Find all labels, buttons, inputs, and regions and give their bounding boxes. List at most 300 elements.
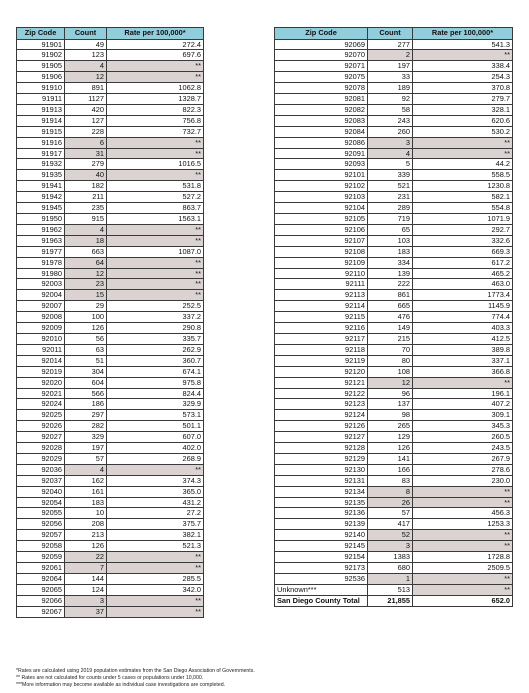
table-row [275, 192, 513, 203]
count-cell: 7 [65, 563, 107, 574]
footnote-unknown: ***More information may become available as individual case investigations are completed. [16, 682, 226, 689]
zip-code-cell: 91917 [17, 148, 65, 159]
count-cell: 126 [368, 443, 413, 454]
rate-cell: 329.9 [107, 399, 204, 410]
zip-code-cell: 91978 [17, 257, 65, 268]
zip-code-cell: 92019 [17, 366, 65, 377]
table-row [275, 115, 513, 126]
count-cell: 149 [368, 323, 413, 334]
count-cell: 2 [368, 50, 413, 61]
rate-cell: ** [413, 486, 513, 497]
count-cell: 51 [65, 355, 107, 366]
table-row [275, 170, 513, 181]
unknown-rate: ** [413, 584, 513, 595]
table-row [275, 399, 513, 410]
zip-code-cell: 92025 [17, 410, 65, 421]
table-row [17, 50, 204, 61]
table-row [17, 279, 204, 290]
table-row [275, 519, 513, 530]
table-row [17, 377, 204, 388]
zip-code-cell: 91963 [17, 235, 65, 246]
zip-code-cell: 92028 [17, 443, 65, 454]
table-row [17, 453, 204, 464]
table-row [275, 126, 513, 137]
rate-cell: 44.2 [413, 159, 513, 170]
count-cell: 26 [368, 497, 413, 508]
rate-cell: 582.1 [413, 192, 513, 203]
table-row [275, 355, 513, 366]
zip-header: Zip Code [275, 28, 368, 40]
table-row [275, 464, 513, 475]
zip-code-cell: 92140 [275, 530, 368, 541]
table-row [275, 203, 513, 214]
zip-code-cell: 92024 [17, 399, 65, 410]
rate-cell: 370.8 [413, 83, 513, 94]
table-row [275, 530, 513, 541]
zip-table-left-body [17, 39, 204, 617]
table-row [17, 606, 204, 617]
table-row [17, 126, 204, 137]
rate-cell: 756.8 [107, 115, 204, 126]
count-cell: 183 [368, 246, 413, 257]
table-row [17, 72, 204, 83]
rate-cell: 558.5 [413, 170, 513, 181]
zip-code-cell: 92107 [275, 235, 368, 246]
table-row [275, 104, 513, 115]
table-row [17, 148, 204, 159]
table-row [17, 410, 204, 421]
count-cell: 23 [65, 279, 107, 290]
rate-cell: 431.2 [107, 497, 204, 508]
zip-code-cell: 92103 [275, 192, 368, 203]
zip-code-cell: 91916 [17, 137, 65, 148]
zip-code-cell: 91962 [17, 224, 65, 235]
table-row [17, 486, 204, 497]
zip-code-cell: 92061 [17, 563, 65, 574]
rate-cell: ** [413, 530, 513, 541]
zip-code-cell: 92102 [275, 181, 368, 192]
count-cell: 92 [368, 94, 413, 105]
rate-cell: ** [107, 268, 204, 279]
count-cell: 861 [368, 290, 413, 301]
count-cell: 304 [65, 366, 107, 377]
zip-code-cell: 91902 [17, 50, 65, 61]
count-cell: 22 [65, 552, 107, 563]
rate-cell: 260.5 [413, 432, 513, 443]
rate-cell: 527.2 [107, 192, 204, 203]
table-row [275, 50, 513, 61]
zip-code-cell: 91950 [17, 214, 65, 225]
count-cell: 100 [65, 312, 107, 323]
rate-cell: ** [107, 606, 204, 617]
zip-code-cell: 92114 [275, 301, 368, 312]
table-row [17, 563, 204, 574]
table-row [17, 137, 204, 148]
table-row [275, 301, 513, 312]
table-row [17, 104, 204, 115]
rate-cell: 366.8 [413, 366, 513, 377]
zip-code-cell: 92008 [17, 312, 65, 323]
rate-cell: 1253.3 [413, 519, 513, 530]
zip-code-cell: 92036 [17, 464, 65, 475]
zip-code-cell: 92111 [275, 279, 368, 290]
rate-cell: 243.5 [413, 443, 513, 454]
zip-code-cell: 92059 [17, 552, 65, 563]
zip-code-cell: 91942 [17, 192, 65, 203]
zip-code-cell: 92104 [275, 203, 368, 214]
count-cell: 197 [65, 443, 107, 454]
table-row [17, 475, 204, 486]
table-row [275, 159, 513, 170]
footnote-rates: *Rates are calculated using 2019 population estimates from the San Diego Association of Governments. [16, 668, 255, 674]
table-row [17, 344, 204, 355]
count-cell: 208 [65, 519, 107, 530]
table-row [17, 246, 204, 257]
count-cell: 12 [368, 377, 413, 388]
zip-header: Zip Code [17, 28, 65, 40]
count-cell: 228 [65, 126, 107, 137]
zip-code-cell: 92069 [275, 39, 368, 50]
rate-cell: ** [107, 170, 204, 181]
rate-cell: 337.2 [107, 312, 204, 323]
count-cell: 4 [65, 61, 107, 72]
rate-cell: 1062.8 [107, 83, 204, 94]
table-row [17, 94, 204, 105]
zip-code-cell: 92130 [275, 464, 368, 475]
count-cell: 665 [368, 301, 413, 312]
rate-cell: 365.0 [107, 486, 204, 497]
count-cell: 144 [65, 573, 107, 584]
count-cell: 282 [65, 421, 107, 432]
count-cell: 5 [368, 159, 413, 170]
rate-cell: ** [107, 235, 204, 246]
count-cell: 197 [368, 61, 413, 72]
zip-code-cell: 92003 [17, 279, 65, 290]
rate-cell: 541.3 [413, 39, 513, 50]
rate-cell: 374.3 [107, 475, 204, 486]
rate-cell: 620.6 [413, 115, 513, 126]
count-cell: 123 [65, 50, 107, 61]
count-cell: 58 [368, 104, 413, 115]
count-cell: 65 [368, 224, 413, 235]
count-cell: 63 [65, 344, 107, 355]
count-cell: 334 [368, 257, 413, 268]
zip-code-cell: 92004 [17, 290, 65, 301]
table-row [17, 39, 204, 50]
rate-cell: 1230.8 [413, 181, 513, 192]
rate-cell: 285.5 [107, 573, 204, 584]
zip-table-left [16, 27, 204, 618]
table-row [17, 519, 204, 530]
zip-code-cell: 92081 [275, 94, 368, 105]
count-cell: 8 [368, 486, 413, 497]
rate-cell: 290.8 [107, 323, 204, 334]
table-row [275, 486, 513, 497]
rate-cell: ** [107, 290, 204, 301]
table-row [275, 344, 513, 355]
rate-cell: 1328.7 [107, 94, 204, 105]
table-row [275, 497, 513, 508]
rate-cell: 975.8 [107, 377, 204, 388]
table-row [275, 214, 513, 225]
zip-code-cell: 92110 [275, 268, 368, 279]
rate-cell: 732.7 [107, 126, 204, 137]
rate-cell: ** [413, 50, 513, 61]
rate-cell: 463.0 [413, 279, 513, 290]
count-cell: 96 [368, 388, 413, 399]
rate-cell: 501.1 [107, 421, 204, 432]
count-header: Count [65, 28, 107, 40]
rate-cell: ** [107, 563, 204, 574]
zip-code-cell: 92126 [275, 421, 368, 432]
zip-code-cell: 92101 [275, 170, 368, 181]
table-row [17, 366, 204, 377]
rate-cell: 607.0 [107, 432, 204, 443]
unknown-count: 513 [368, 584, 413, 595]
count-cell: 127 [65, 115, 107, 126]
count-cell: 3 [65, 595, 107, 606]
rate-cell: 774.4 [413, 312, 513, 323]
zip-code-cell: 91977 [17, 246, 65, 257]
rate-cell: 262.9 [107, 344, 204, 355]
table-row [17, 552, 204, 563]
table-row [275, 573, 513, 584]
zip-code-cell: 92120 [275, 366, 368, 377]
zip-code-cell: 92117 [275, 333, 368, 344]
count-cell: 10 [65, 508, 107, 519]
table-row [17, 192, 204, 203]
rate-cell: 252.5 [107, 301, 204, 312]
count-cell: 1383 [368, 552, 413, 563]
footnote-suppression: ** Rates are not calculated for counts under 5 cases or populations under 10,000. [16, 675, 204, 682]
count-cell: 57 [368, 508, 413, 519]
table-row [17, 541, 204, 552]
count-cell: 265 [368, 421, 413, 432]
rate-cell: 338.4 [413, 61, 513, 72]
zip-code-cell: 92040 [17, 486, 65, 497]
rate-cell: ** [413, 541, 513, 552]
table-row [17, 170, 204, 181]
count-cell: 289 [368, 203, 413, 214]
rate-cell: ** [107, 552, 204, 563]
count-cell: 4 [368, 148, 413, 159]
zip-code-cell: 92173 [275, 563, 368, 574]
zip-code-cell: 91914 [17, 115, 65, 126]
rate-cell: 267.9 [413, 453, 513, 464]
table-row [275, 508, 513, 519]
table-row [17, 421, 204, 432]
table-row [275, 181, 513, 192]
rate-cell: 456.3 [413, 508, 513, 519]
rate-cell: 412.5 [413, 333, 513, 344]
count-cell: 663 [65, 246, 107, 257]
table-row [17, 61, 204, 72]
table-row [17, 432, 204, 443]
zip-code-cell: 92011 [17, 344, 65, 355]
zip-code-cell: 92109 [275, 257, 368, 268]
table-row [17, 268, 204, 279]
zip-code-cell: 92139 [275, 519, 368, 530]
rate-cell: 824.4 [107, 388, 204, 399]
table-row [275, 443, 513, 454]
zip-code-cell: 92119 [275, 355, 368, 366]
count-cell: 126 [65, 323, 107, 334]
footnotes [16, 668, 516, 690]
zip-code-cell: 92128 [275, 443, 368, 454]
table-row [275, 94, 513, 105]
table-row [17, 388, 204, 399]
zip-code-cell: 92021 [17, 388, 65, 399]
rate-cell: 822.3 [107, 104, 204, 115]
count-cell: 231 [368, 192, 413, 203]
table-row [275, 388, 513, 399]
rate-cell: 254.3 [413, 72, 513, 83]
table-row [275, 61, 513, 72]
count-cell: 129 [368, 432, 413, 443]
count-cell: 12 [65, 72, 107, 83]
count-cell: 566 [65, 388, 107, 399]
table-row [275, 453, 513, 464]
zip-code-cell: 92105 [275, 214, 368, 225]
rate-cell: 617.2 [413, 257, 513, 268]
count-cell: 476 [368, 312, 413, 323]
zip-code-cell: 92086 [275, 137, 368, 148]
table-row [275, 323, 513, 334]
unknown-label: Unknown*** [275, 584, 368, 595]
count-cell: 4 [65, 464, 107, 475]
rate-header: Rate per 100,000* [413, 28, 513, 40]
count-cell: 37 [65, 606, 107, 617]
count-cell: 1127 [65, 94, 107, 105]
rate-cell: 863.7 [107, 203, 204, 214]
zip-code-cell: 92124 [275, 410, 368, 421]
rate-cell: 465.2 [413, 268, 513, 279]
rate-cell: 230.0 [413, 475, 513, 486]
count-cell: 222 [368, 279, 413, 290]
rate-cell: 375.7 [107, 519, 204, 530]
count-cell: 141 [368, 453, 413, 464]
table-row [17, 301, 204, 312]
rate-cell: 531.8 [107, 181, 204, 192]
count-cell: 139 [368, 268, 413, 279]
zip-code-cell: 92014 [17, 355, 65, 366]
zip-code-cell: 92154 [275, 552, 368, 563]
count-cell: 40 [65, 170, 107, 181]
zip-code-cell: 91941 [17, 181, 65, 192]
zip-code-cell: 91911 [17, 94, 65, 105]
count-header: Count [368, 28, 413, 40]
table-row [17, 497, 204, 508]
rate-cell: 1773.4 [413, 290, 513, 301]
rate-cell: 530.2 [413, 126, 513, 137]
table-row [275, 235, 513, 246]
count-cell: 279 [65, 159, 107, 170]
rate-cell: 382.1 [107, 530, 204, 541]
zip-table-right-body [275, 39, 513, 584]
table-row [17, 312, 204, 323]
table-row [17, 203, 204, 214]
rate-cell: 1728.8 [413, 552, 513, 563]
count-cell: 235 [65, 203, 107, 214]
total-row [275, 595, 513, 606]
zip-code-cell: 92070 [275, 50, 368, 61]
table-row [17, 399, 204, 410]
count-cell: 211 [65, 192, 107, 203]
table-row [275, 541, 513, 552]
table-row [17, 333, 204, 344]
rate-cell: 674.1 [107, 366, 204, 377]
zip-code-cell: 92029 [17, 453, 65, 464]
rate-cell: 268.9 [107, 453, 204, 464]
zip-code-cell: 92054 [17, 497, 65, 508]
table-row [17, 573, 204, 584]
table-row [17, 181, 204, 192]
zip-code-cell: 92058 [17, 541, 65, 552]
zip-code-cell: 91945 [17, 203, 65, 214]
count-cell: 15 [65, 290, 107, 301]
rate-cell: ** [107, 464, 204, 475]
table-row [275, 279, 513, 290]
rate-cell: ** [107, 257, 204, 268]
count-cell: 52 [368, 530, 413, 541]
count-cell: 83 [368, 475, 413, 486]
count-cell: 70 [368, 344, 413, 355]
zip-code-cell: 91980 [17, 268, 65, 279]
table-row [17, 235, 204, 246]
count-cell: 420 [65, 104, 107, 115]
table-row [275, 410, 513, 421]
table-row [17, 595, 204, 606]
zip-code-cell: 92037 [17, 475, 65, 486]
rate-cell: 1016.5 [107, 159, 204, 170]
rate-cell: 697.6 [107, 50, 204, 61]
count-cell: 126 [65, 541, 107, 552]
zip-code-cell: 92020 [17, 377, 65, 388]
zip-code-cell: 92083 [275, 115, 368, 126]
zip-code-cell: 92108 [275, 246, 368, 257]
count-cell: 521 [368, 181, 413, 192]
count-cell: 604 [65, 377, 107, 388]
rate-cell: ** [107, 72, 204, 83]
count-cell: 3 [368, 541, 413, 552]
zip-code-cell: 92010 [17, 333, 65, 344]
total-label: San Diego County Total [275, 595, 368, 606]
count-cell: 719 [368, 214, 413, 225]
zip-code-cell: 92122 [275, 388, 368, 399]
zip-code-cell: 92057 [17, 530, 65, 541]
count-cell: 4 [65, 224, 107, 235]
count-cell: 891 [65, 83, 107, 94]
count-cell: 213 [65, 530, 107, 541]
count-cell: 260 [368, 126, 413, 137]
table-row [17, 443, 204, 454]
table-row [275, 246, 513, 257]
table-row [17, 508, 204, 519]
rate-cell: 342.0 [107, 584, 204, 595]
rate-cell: 309.1 [413, 410, 513, 421]
count-cell: 161 [65, 486, 107, 497]
rate-cell: 27.2 [107, 508, 204, 519]
rate-cell: 360.7 [107, 355, 204, 366]
table-row [275, 257, 513, 268]
count-cell: 56 [65, 333, 107, 344]
rate-cell: ** [107, 148, 204, 159]
table-row [275, 421, 513, 432]
zip-code-cell: 92135 [275, 497, 368, 508]
zip-code-cell: 91906 [17, 72, 65, 83]
table-row [275, 268, 513, 279]
rate-cell: 332.6 [413, 235, 513, 246]
